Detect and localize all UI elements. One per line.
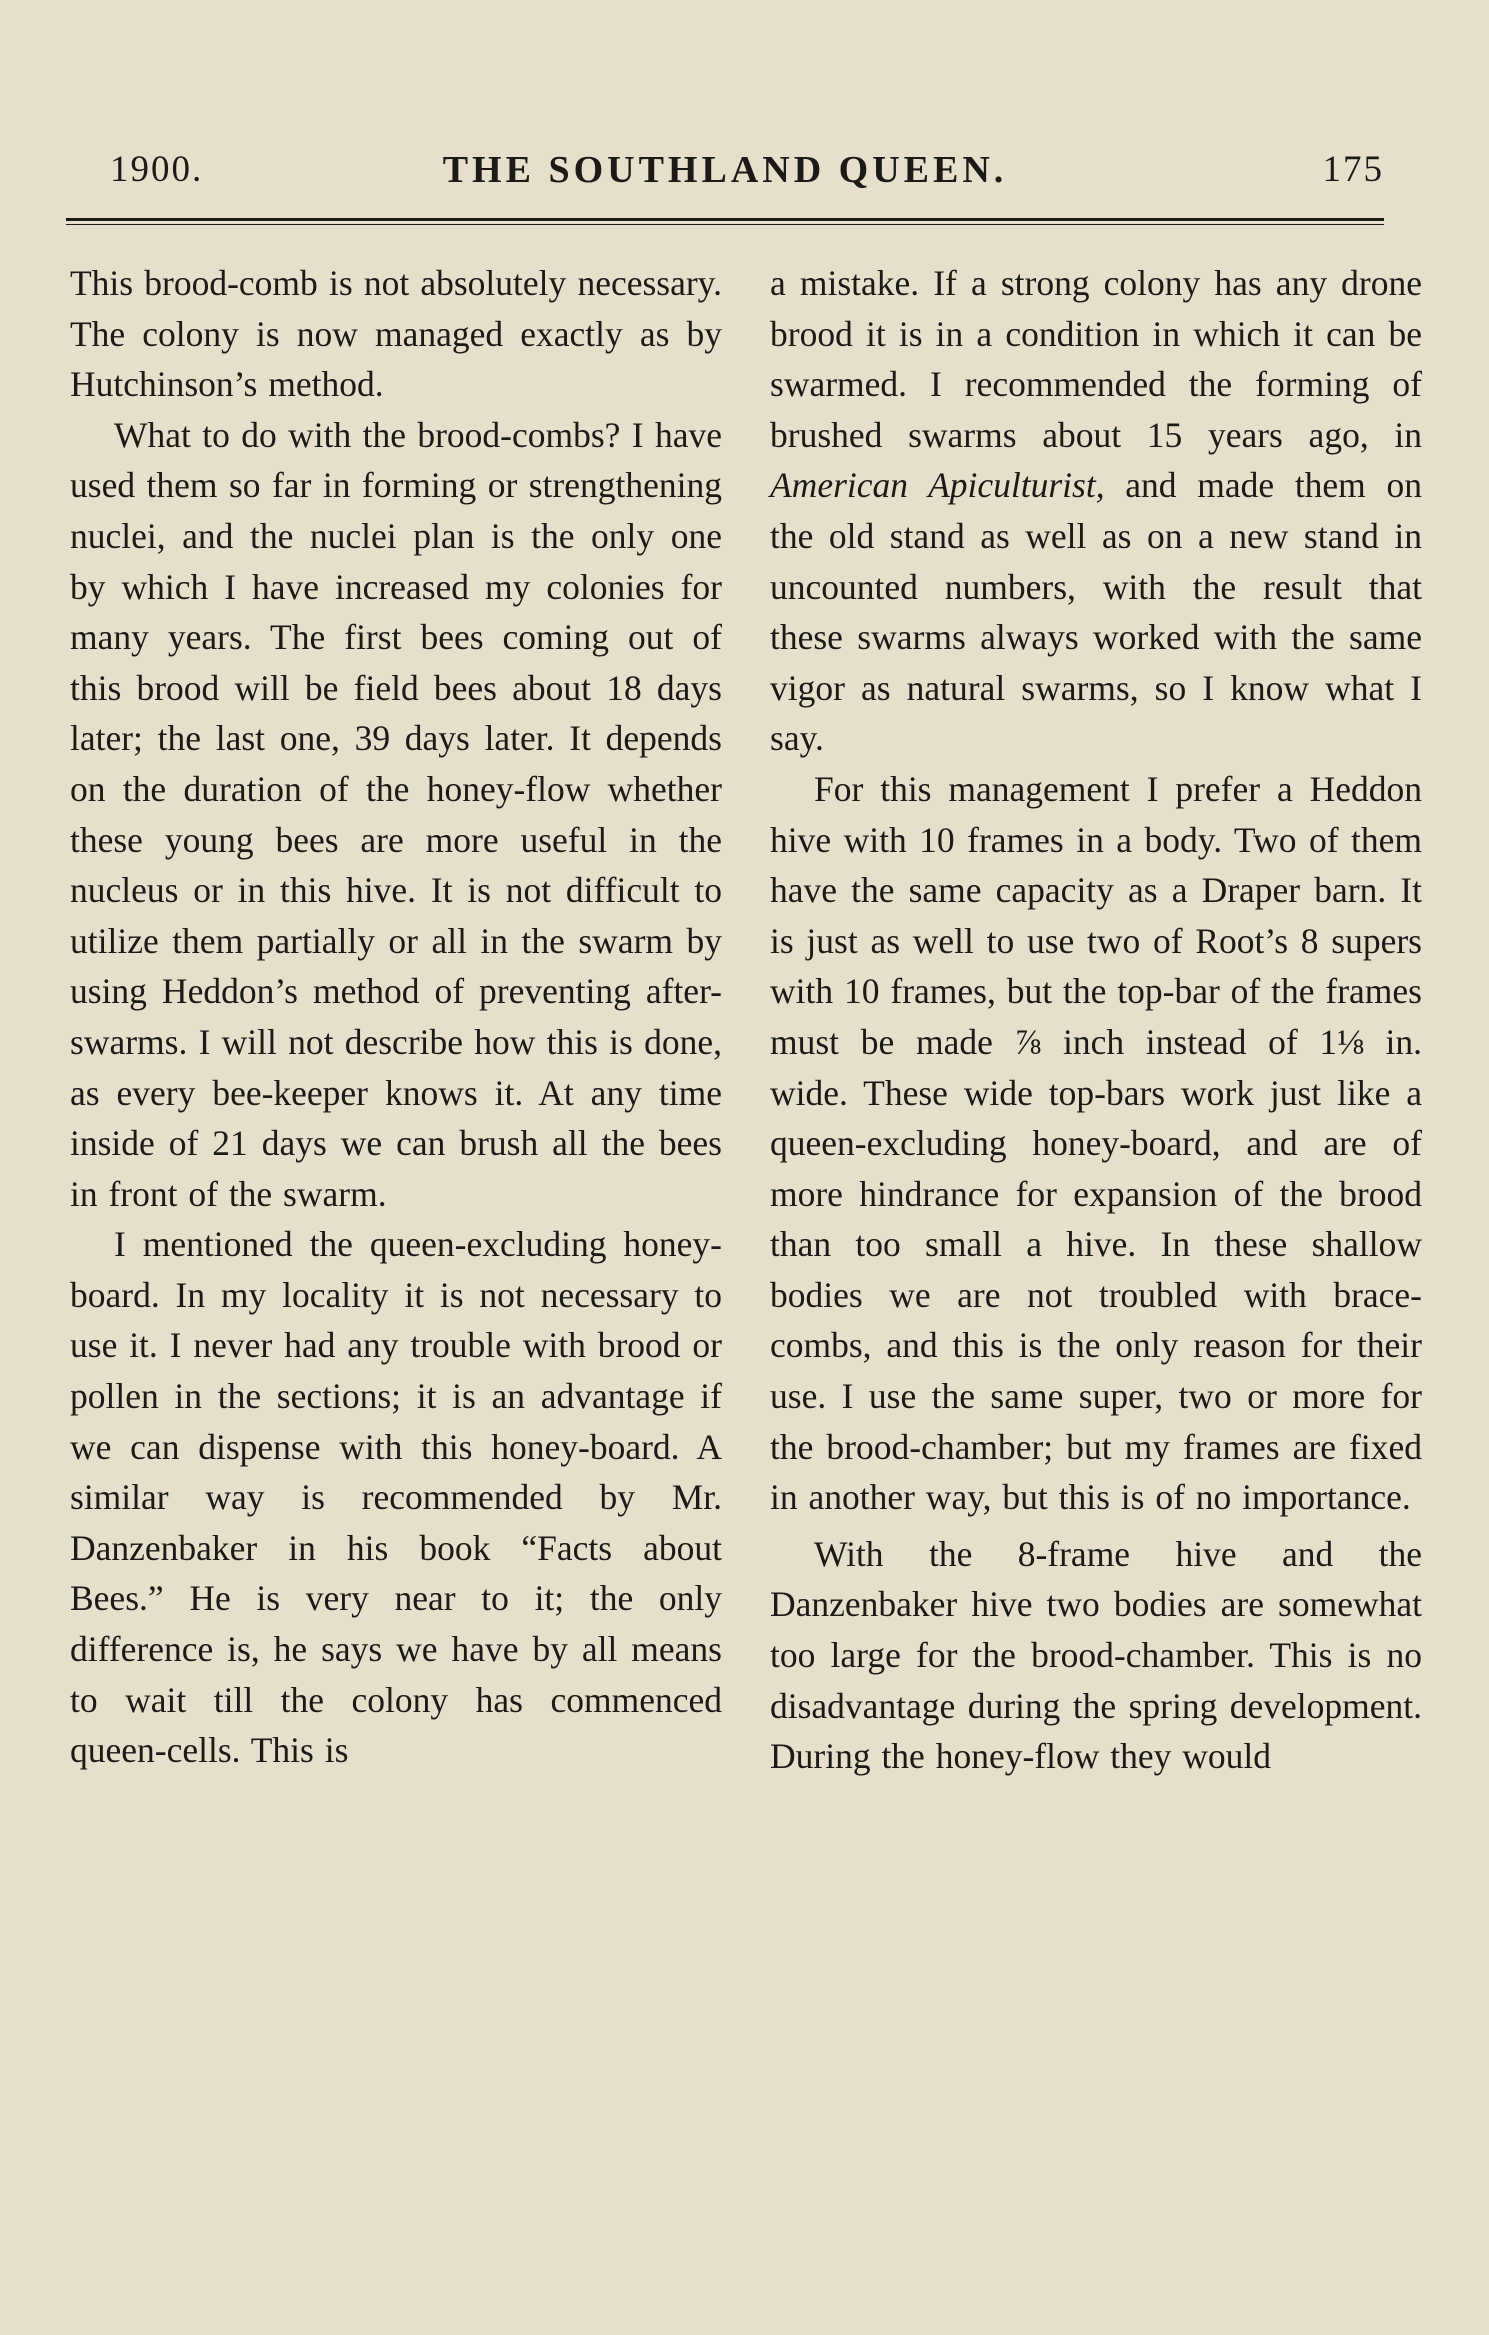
header-rule-thick [66,218,1384,221]
header-rule-thin [66,224,1384,225]
right-paragraph-3: With the 8-frame hive and the Danzenbaker hive two bodies are somewhat too large for the brood-chamber. This is no disadvantage during the spring development. During the honey-flow they would [770,1533,1422,1777]
right-paragraph-1-text-a: a mistake. If a strong colony has any drone brood it is in a condition in which it can be swarmed. I recommended the forming of brushed swarms about 15 years ago, in [770,263,1422,455]
left-column [70,258,722,1776]
page-number: 175 [1322,149,1384,190]
left-paragraph-3: I mentioned the queen-excluding honey-board. In my locality it is not necessary to use it. I never had any trouble with brood or pollen in the sections; it is an advantage if we can dispense with this honey-board. A similar way is recommended by Mr. Danzenbaker in his book “Facts about Bees.” He is very near to it; the only difference is, he says we have by all means to wait till the colony has commenced queen-cells. This is [70,1224,722,1771]
journal-reference: American Apiculturist, [770,465,1105,506]
right-paragraph-2: For this management I prefer a Heddon hive with 10 frames in a body. Two of them have the same capacity as a Draper barn. It is just as well to use two of Root’s 8 supers with 10 frames, but the top-bar of the frames must be made ⅞ inch instead of 1⅛ in. wide. These wide top-bars work just like a queen-excluding honey-board, and are of more hindrance for expansion of the brood than too small a hive. In these shallow bodies we are not troubled with brace-combs, and this is the only reason for their use. I use the same super, two or more for the brood-chamber; but my frames are fixed in another way, but this is of no importance. [770,768,1422,1518]
header-year: 1900. [110,149,204,190]
right-paragraph-1-text-b: and made them on the old stand as well as on a new stand in uncounted numbers, with the result that these swarms always worked with the same vigor as natural swarms, so I know what I say. [770,465,1422,759]
running-header [66,148,1384,196]
left-paragraph-2: What to do with the brood-combs? I have used them so far in forming or strengthening nuclei, and the nuclei plan is the only one by which I have increased my colonies for many years. The first bees coming out of this brood will be field bees about 18 days later; the last one, 39 days later. It depends on the duration of the honey-flow whether these young bees are more useful in the nucleus or in this hive. It is not difficult to utilize them partially or all in the swarm by using Heddon’s method of preventing after-swarms. I will not describe how this is done, as every bee-keeper knows it. At any time inside of 21 days we can brush all the bees in front of the swarm. [70,414,722,1214]
left-paragraph-1: This brood-comb is not absolutely necessary. The colony is now managed exactly as by Hutchinson’s method. [70,263,722,405]
journal-title: THE SOUTHLAND QUEEN. [442,149,1008,191]
right-column [770,258,1422,1782]
right-paragraph-1 [770,258,1422,764]
